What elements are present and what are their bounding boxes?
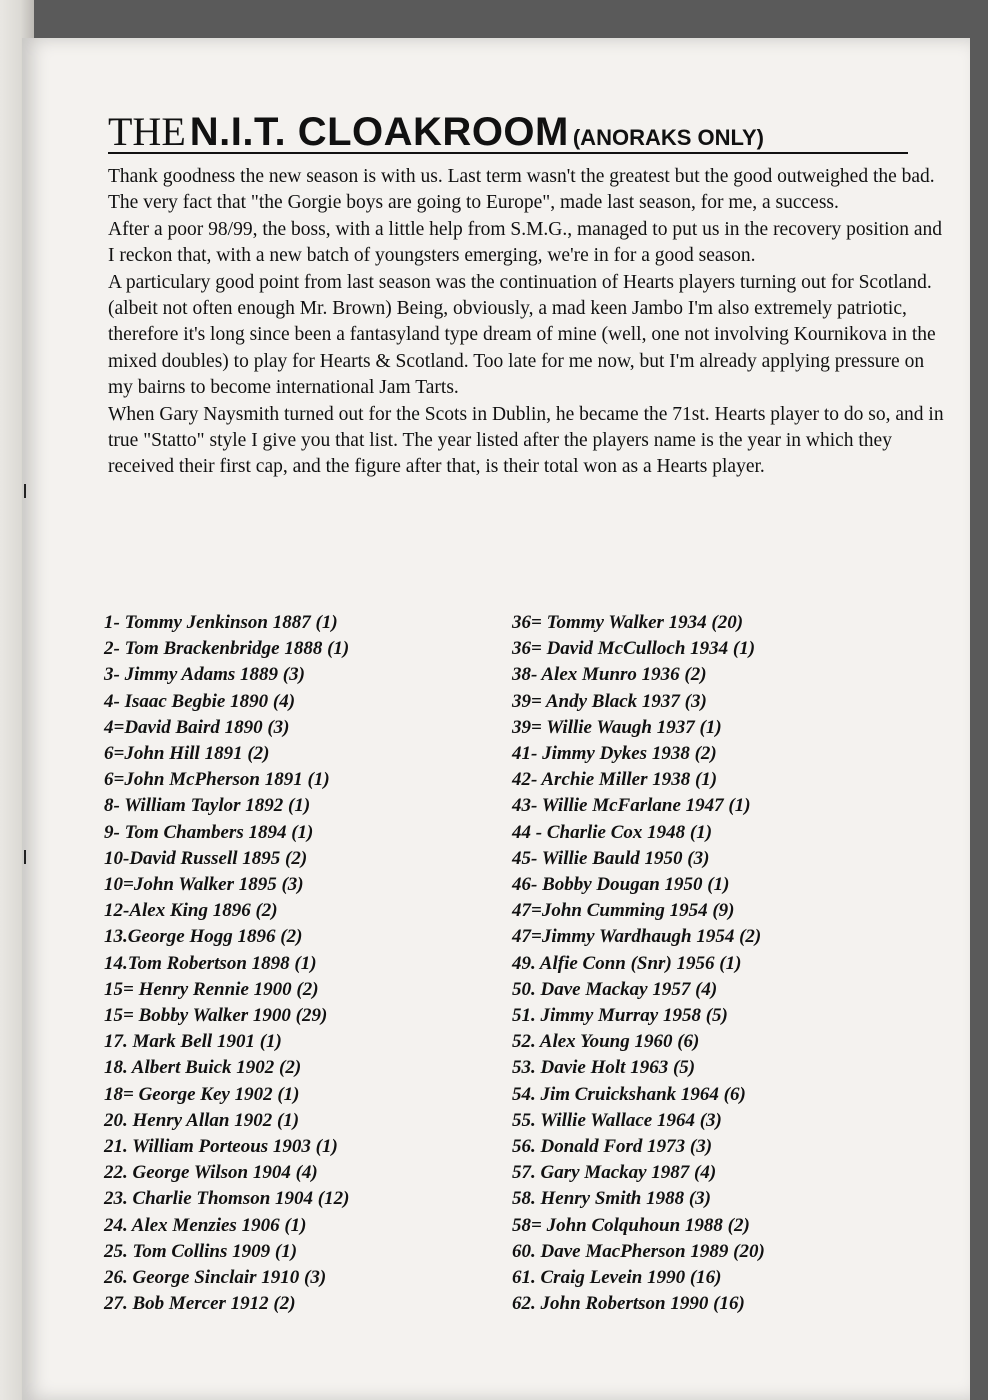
player-entry: 24. Alex Menzies 1906 (1) (104, 1214, 307, 1236)
player-entry: 45- Willie Bauld 1950 (3) (512, 847, 710, 869)
page-heading (108, 109, 908, 154)
player-entry: 2- Tom Brackenbridge 1888 (1) (104, 638, 350, 660)
intro-paragraph: After a poor 98/99, the boss, with a little help from S.M.G., managed to put us in the recovery position and I reckon that, with a new batch of youngsters emerging, we're in for a good season. (108, 218, 943, 267)
player-entry: 1- Tommy Jenkinson 1887 (1) (104, 612, 338, 633)
player-entry: 38- Alex Munro 1936 (2) (512, 664, 707, 686)
player-entry: 14.Tom Robertson 1898 (1) (104, 952, 317, 974)
player-entry: 18. Albert Buick 1902 (2) (104, 1057, 302, 1079)
player-entry: 17. Mark Bell 1901 (1) (104, 1031, 282, 1053)
player-entry: 25. Tom Collins 1909 (1) (104, 1240, 298, 1262)
player-entry: 21. William Porteous 1903 (1) (104, 1136, 338, 1158)
player-entry: 10-David Russell 1895 (2) (104, 847, 308, 869)
intro-paragraph: A particulary good point from last season was the continuation of Hearts players turning out for Scotland. (albeit not often enough Mr. Brown) Being, obviously, a mad keen Jambo I'm also extremely patriotic, therefore it's long since been a fantasyland type dream of mine (well, one not involving Kournikova in the mixed doubles) to play for Hearts & Scotland. Too late for me now, but I'm already applying pressure on my bairns to become international Jam Tarts. (108, 271, 936, 399)
player-entry: 58= John Colquhoun 1988 (2) (512, 1214, 750, 1236)
player-entry: 52. Alex Young 1960 (6) (512, 1031, 700, 1053)
player-entry: 4- Isaac Begbie 1890 (4) (104, 690, 296, 712)
player-entry: 58. Henry Smith 1988 (3) (512, 1188, 711, 1210)
player-entry: 51. Jimmy Murray 1958 (5) (512, 1005, 728, 1027)
player-entry: 15= Henry Rennie 1900 (2) (104, 978, 319, 1000)
heading-prefix: THE (108, 109, 186, 154)
player-entry: 36= Tommy Walker 1934 (20) (512, 612, 744, 633)
player-entry: 46- Bobby Dougan 1950 (1) (512, 874, 730, 896)
player-entry: 4=David Baird 1890 (3) (104, 716, 290, 738)
player-entry: 36= David McCulloch 1934 (1) (512, 638, 756, 660)
player-entry: 6=John McPherson 1891 (1) (104, 769, 330, 791)
player-entry: 62. John Robertson 1990 (16) (512, 1293, 745, 1315)
player-entry: 6=John Hill 1891 (2) (104, 743, 270, 765)
player-entry: 26. George Sinclair 1910 (3) (104, 1267, 327, 1289)
player-list-left (104, 610, 349, 1317)
player-entry: 27. Bob Mercer 1912 (2) (104, 1293, 296, 1315)
heading-title: N.I.T. CLOAKROOM (189, 110, 569, 154)
player-entry: 53. Davie Holt 1963 (5) (512, 1057, 696, 1079)
player-entry: 18= George Key 1902 (1) (104, 1083, 300, 1105)
player-entry: 20. Henry Allan 1902 (1) (104, 1109, 300, 1131)
player-entry: 49. Alfie Conn (Snr) 1956 (1) (512, 952, 742, 974)
player-entry: 13.George Hogg 1896 (2) (104, 926, 303, 948)
intro-paragraph: When Gary Naysmith turned out for the Scots in Dublin, he became the 71st. Hearts player to do so, and in true "Statto" style I give you that list. The year listed after the players name is the year in which they received their first cap, and the figure after that, is their total won as a Hearts player. (108, 403, 944, 478)
player-entry: 39= Andy Black 1937 (3) (512, 690, 707, 712)
binding-mark (24, 484, 26, 498)
player-entry: 15= Bobby Walker 1900 (29) (104, 1005, 328, 1027)
player-entry: 47=Jimmy Wardhaugh 1954 (2) (512, 926, 762, 948)
player-entry: 43- Willie McFarlane 1947 (1) (512, 795, 751, 817)
player-entry: 8- William Taylor 1892 (1) (104, 795, 311, 817)
player-entry: 10=John Walker 1895 (3) (104, 874, 304, 896)
player-entry: 9- Tom Chambers 1894 (1) (104, 821, 314, 843)
player-entry: 22. George Wilson 1904 (4) (104, 1162, 318, 1184)
player-entry: 39= Willie Waugh 1937 (1) (512, 716, 722, 738)
player-entry: 54. Jim Cruickshank 1964 (6) (512, 1083, 746, 1105)
heading-subtitle: (ANORAKS ONLY) (572, 125, 764, 150)
player-entry: 12-Alex King 1896 (2) (104, 900, 278, 922)
player-entry: 3- Jimmy Adams 1889 (3) (104, 664, 305, 686)
player-list-right (512, 610, 765, 1317)
player-entry: 61. Craig Levein 1990 (16) (512, 1267, 722, 1289)
player-entry: 60. Dave MacPherson 1989 (20) (512, 1240, 765, 1262)
player-entry: 42- Archie Miller 1938 (1) (512, 769, 718, 791)
player-entry: 55. Willie Wallace 1964 (3) (512, 1109, 722, 1131)
player-entry: 47=John Cumming 1954 (9) (512, 900, 735, 922)
player-entry: 57. Gary Mackay 1987 (4) (512, 1162, 717, 1184)
player-entry: 56. Donald Ford 1973 (3) (512, 1136, 713, 1158)
player-entry: 41- Jimmy Dykes 1938 (2) (512, 743, 717, 765)
player-entry: 50. Dave Mackay 1957 (4) (512, 978, 718, 1000)
intro-text (108, 164, 948, 481)
binding-mark (24, 850, 26, 864)
player-entry: 44 - Charlie Cox 1948 (1) (512, 821, 713, 843)
player-entry: 23. Charlie Thomson 1904 (12) (104, 1188, 350, 1210)
intro-paragraph: Thank goodness the new season is with us. Last term wasn't the greatest but the good outweighed the bad. The very fact that "the Gorgie boys are going to Europe", made last season, for me, a success. (108, 166, 935, 214)
